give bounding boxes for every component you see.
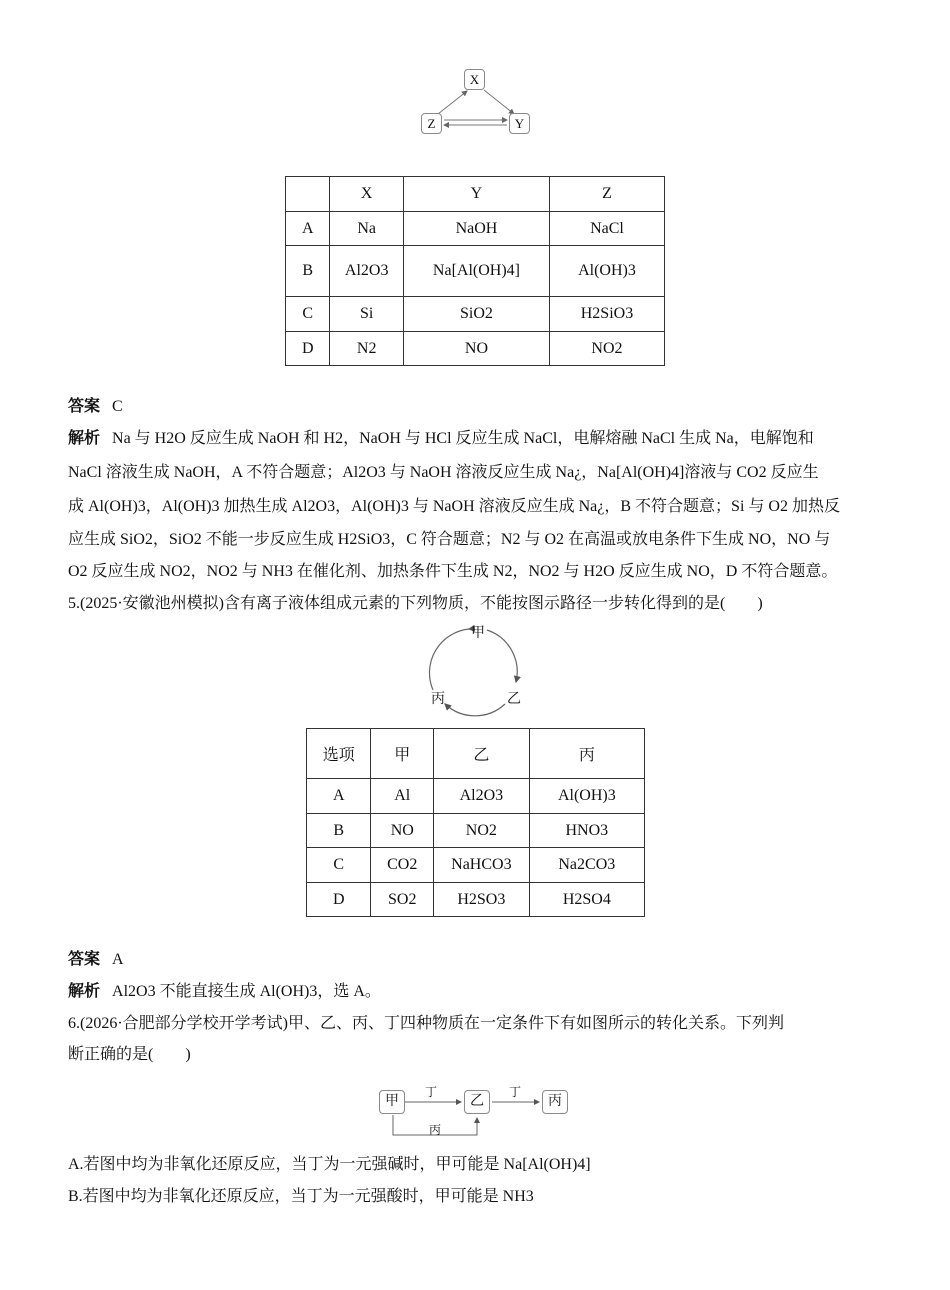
node-y: Y: [509, 113, 530, 134]
question-6-stem-line2: 断正确的是( ): [68, 1046, 191, 1063]
analysis-q4-line5: O2 反应生成 NO2，NO2 与 NH3 在催化剂、加热条件下生成 N2，NO2 与 H2O 反应生成 NO，D 不符合题意。: [68, 563, 838, 580]
header-cell: Z: [549, 177, 664, 212]
table-cell: H2SiO3: [549, 297, 664, 332]
table-cell: Al(OH)3: [529, 779, 644, 814]
table-cell: N2: [330, 332, 404, 366]
table-cell: D: [307, 883, 371, 917]
table-header-row: [307, 729, 645, 779]
option-a: A.若图中均为非氧化还原反应，当丁为一元强碱时，甲可能是 Na[Al(OH)4]: [68, 1156, 591, 1173]
flow-label-bing: 丙: [429, 1123, 442, 1137]
table-cell: C: [286, 297, 330, 332]
table-cell: Na2CO3: [529, 848, 644, 883]
node-x: X: [464, 69, 485, 90]
table-row: [307, 848, 645, 883]
table-cell: Al: [371, 779, 434, 814]
table-cell: SO2: [371, 883, 434, 917]
table-cell: A: [286, 212, 330, 246]
question-6-stem-line1: 6.(2026·合肥部分学校开学考试)甲、乙、丙、丁四种物质在一定条件下有如图所示的转化关系。下列判: [68, 1015, 784, 1032]
table-row: [286, 212, 665, 246]
table-row: [286, 246, 665, 297]
cycle-diagram: [425, 620, 525, 720]
flow-node-yi: 乙: [464, 1090, 490, 1114]
header-cell: [286, 177, 330, 212]
node-z: Z: [421, 113, 442, 134]
answer-q5: [68, 948, 883, 972]
flow-node-bing: 丙: [542, 1090, 568, 1114]
option-b: B.若图中均为非氧化还原反应，当丁为一元强酸时，甲可能是 NH3: [68, 1188, 534, 1205]
table-row: [307, 883, 645, 917]
analysis-text: Na 与 H2O 反应生成 NaOH 和 H2，NaOH 与 HCl 反应生成 NaCl，电解熔融 NaCl 生成 Na，电解饱和: [112, 430, 814, 447]
analysis-label: 解析: [68, 430, 101, 447]
analysis-text: Al2O3 不能直接生成 Al(OH)3，选 A。: [112, 983, 381, 1000]
header-cell: Y: [403, 177, 549, 212]
table-row: [307, 779, 645, 814]
table-cell: SiO2: [403, 297, 549, 332]
answer-value: C: [112, 398, 123, 415]
header-cell: 乙: [434, 729, 530, 779]
table-cell: Al2O3: [330, 246, 404, 297]
header-cell: X: [330, 177, 404, 212]
table-cell: NO2: [549, 332, 664, 366]
answer-label: 答案: [68, 398, 101, 415]
question-5-stem: 5.(2025·安徽池州模拟)含有离子液体组成元素的下列物质，不能按图示路径一步转化得到的是( ): [68, 595, 763, 612]
analysis-q4-line4: 应生成 SiO2，SiO2 不能一步反应生成 H2SiO3，C 符合题意；N2 与 O2 在高温或放电条件下生成 NO，NO 与: [68, 531, 831, 548]
table-row: [286, 297, 665, 332]
table-cell: B: [286, 246, 330, 297]
table-cell: NO2: [434, 814, 530, 848]
table-q4: [285, 176, 665, 366]
table-cell: Si: [330, 297, 404, 332]
node-jia: 甲: [471, 626, 485, 641]
table-cell: NO: [403, 332, 549, 366]
table-cell: H2SO4: [529, 883, 644, 917]
node-bing: 丙: [431, 692, 445, 707]
answer-label: 答案: [68, 951, 101, 968]
table-cell: Na[Al(OH)4]: [403, 246, 549, 297]
answer-value: A: [112, 951, 124, 968]
table-cell: NaCl: [549, 212, 664, 246]
header-cell: 选项: [307, 729, 371, 779]
answer-q4: [68, 395, 883, 419]
table-cell: Al2O3: [434, 779, 530, 814]
table-row: [307, 814, 645, 848]
triangle-diagram: [418, 66, 533, 136]
analysis-label: 解析: [68, 983, 101, 1000]
table-cell: A: [307, 779, 371, 814]
node-yi: 乙: [507, 692, 521, 707]
table-cell: H2SO3: [434, 883, 530, 917]
header-cell: 丙: [529, 729, 644, 779]
table-cell: HNO3: [529, 814, 644, 848]
table-cell: NaOH: [403, 212, 549, 246]
table-cell: Al(OH)3: [549, 246, 664, 297]
table-cell: Na: [330, 212, 404, 246]
flow-diagram: [375, 1085, 575, 1141]
table-cell: NO: [371, 814, 434, 848]
table-cell: CO2: [371, 848, 434, 883]
table-row: [286, 332, 665, 366]
table-cell: B: [307, 814, 371, 848]
flow-label-ding-2: 丁: [509, 1085, 522, 1099]
table-q5: [306, 728, 645, 917]
table-cell: C: [307, 848, 371, 883]
table-cell: NaHCO3: [434, 848, 530, 883]
flow-label-ding-1: 丁: [425, 1085, 438, 1099]
table-header-row: [286, 177, 665, 212]
flow-node-jia: 甲: [379, 1090, 405, 1114]
table-cell: D: [286, 332, 330, 366]
header-cell: 甲: [371, 729, 434, 779]
analysis-q4-line3: 成 Al(OH)3，Al(OH)3 加热生成 Al2O3，Al(OH)3 与 NaOH 溶液反应生成 Na¿，B 不符合题意；Si 与 O2 加热反: [68, 498, 840, 515]
analysis-q4-line2: NaCl 溶液生成 NaOH，A 不符合题意；Al2O3 与 NaOH 溶液反应生成 Na¿，Na[Al(OH)4]溶液与 CO2 反应生: [68, 464, 819, 481]
analysis-q5: [68, 980, 883, 1004]
analysis-q4-line1: [68, 427, 883, 451]
